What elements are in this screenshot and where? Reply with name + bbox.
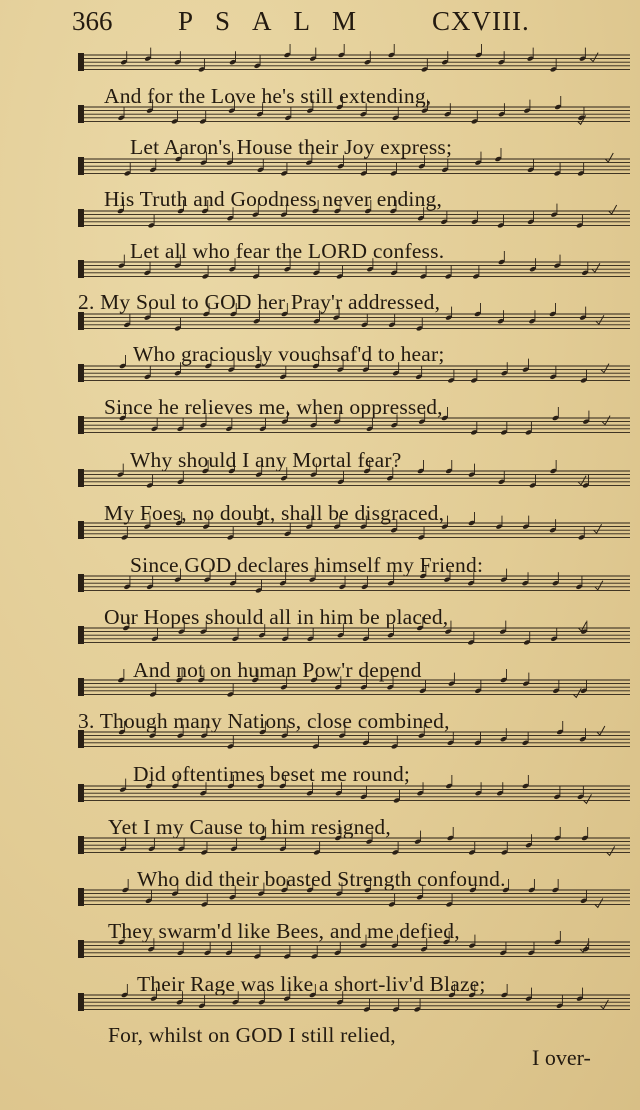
- custos-icon: [597, 726, 605, 735]
- clef-icon: [78, 53, 84, 71]
- clef-icon: [78, 209, 84, 227]
- lyric-line-19: For, whilst on GOD I still relied,: [108, 1023, 396, 1047]
- lyric-line-8: Why should I any Mortal fear?: [130, 448, 402, 472]
- lyric-line-10: Since GOD declares himself my Friend:: [130, 553, 484, 577]
- clef-icon: [78, 157, 84, 175]
- lyric-line-16: Who did their boasted Strength confound.: [137, 867, 506, 891]
- custos-icon: [605, 153, 613, 162]
- custos-icon: [600, 1000, 608, 1009]
- lyric-line-3: His Truth and Goodness never ending,: [104, 187, 443, 211]
- catchword: I over-: [532, 1045, 591, 1070]
- lyric-line-15: Yet I my Cause to him resigned,: [108, 815, 391, 839]
- lyric-line-17: They swarm'd like Bees, and me defied,: [108, 919, 460, 943]
- clef-icon: [78, 888, 84, 906]
- custos-icon: [583, 794, 591, 803]
- custos-icon: [609, 205, 617, 214]
- lyric-line-12: And not on human Pow'r depend: [133, 658, 422, 682]
- clef-icon: [78, 993, 84, 1011]
- lyric-line-18: Their Rage was like a short-liv'd Blaze;: [137, 972, 486, 996]
- lyric-line-5: 2. My Soul to GOD her Pray'r addressed,: [78, 290, 441, 314]
- lyric-line-13: 3. Though many Nations, close combined,: [78, 709, 450, 733]
- clef-icon: [78, 469, 84, 487]
- custos-icon: [596, 315, 604, 324]
- staff-1: [78, 44, 630, 73]
- clef-icon: [78, 678, 84, 696]
- custos-icon: [594, 524, 602, 533]
- custos-icon: [595, 898, 603, 907]
- running-title: PSALM: [178, 6, 379, 36]
- clef-icon: [78, 574, 84, 592]
- custos-icon: [590, 53, 598, 62]
- lyric-line-4: Let all who fear the LORD confess.: [130, 239, 445, 263]
- lyric-line-7: Since he relieves me, when oppressed,: [104, 395, 443, 419]
- lyric-line-14: Did oftentimes beset me round;: [133, 762, 411, 786]
- custos-icon: [573, 688, 581, 697]
- clef-icon: [78, 364, 84, 382]
- lyric-line-6: Who graciously vouchsaf'd to hear;: [133, 342, 445, 366]
- clef-icon: [78, 626, 84, 644]
- custos-icon: [595, 581, 603, 590]
- psalm-number: CXVIII.: [432, 6, 530, 36]
- custos-icon: [601, 364, 609, 373]
- clef-icon: [78, 940, 84, 958]
- lyric-line-9: My Foes, no doubt, shall be disgraced,: [104, 501, 445, 525]
- clef-icon: [78, 260, 84, 278]
- clef-icon: [78, 784, 84, 802]
- clef-icon: [78, 105, 84, 123]
- custos-icon: [607, 846, 615, 855]
- custos-icon: [578, 476, 586, 485]
- custos-icon: [592, 263, 600, 272]
- clef-icon: [78, 521, 84, 539]
- lyric-line-1: And for the Love he's still extending,: [104, 84, 432, 108]
- lyric-line-2: Let Aaron's House their Joy express;: [130, 135, 453, 159]
- clef-icon: [78, 836, 84, 854]
- custos-icon: [602, 416, 610, 425]
- page-number: 366: [72, 6, 113, 36]
- lyric-line-11: Our Hopes should all in him be placed,: [104, 605, 449, 629]
- clef-icon: [78, 416, 84, 434]
